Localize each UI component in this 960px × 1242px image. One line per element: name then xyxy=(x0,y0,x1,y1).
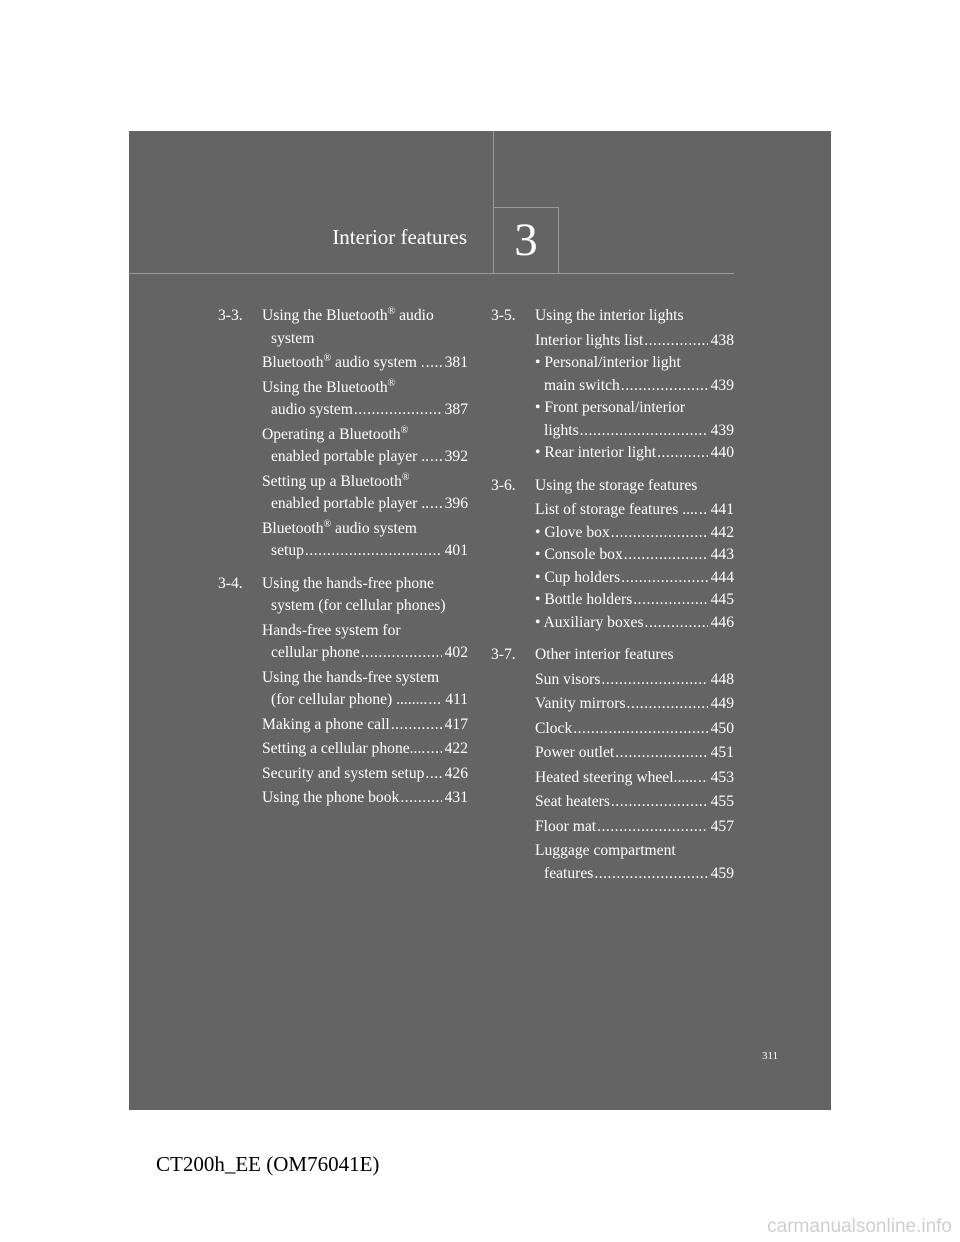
section-title: Using the Bluetooth® audio xyxy=(262,305,434,324)
toc-entry xyxy=(262,787,468,810)
section-title: Using the storage features xyxy=(535,476,698,494)
entry-title: • Front personal/interior xyxy=(535,399,686,416)
toc-entry xyxy=(535,544,734,567)
entry-page-number: 439 xyxy=(710,376,734,394)
entry-row xyxy=(535,742,734,765)
dot-leader xyxy=(594,863,707,886)
entry-title: • Rear interior light xyxy=(535,444,657,461)
section-title-continued: system (for cellular phones) xyxy=(271,597,446,614)
entry-title-continued: setup xyxy=(271,542,304,559)
toc-entry xyxy=(262,667,468,712)
entry-row xyxy=(535,442,734,465)
entry-title: Clock xyxy=(535,719,573,737)
section-title-continued: system xyxy=(271,329,315,347)
dot-leader xyxy=(426,738,441,761)
entry-row xyxy=(262,689,468,712)
chapter-number: 3 xyxy=(514,214,538,266)
dot-leader xyxy=(615,742,707,765)
entry-page-number: 422 xyxy=(444,740,468,757)
entry-row xyxy=(535,544,734,567)
entry-title: • Console box xyxy=(535,546,623,563)
entry-row xyxy=(535,522,734,545)
toc-entry xyxy=(262,738,468,761)
section-title: Other interior features xyxy=(535,646,674,663)
entry-page-number: 459 xyxy=(710,864,734,882)
toc-entry xyxy=(262,763,468,786)
entry-page-number: 426 xyxy=(444,764,468,782)
entry-row xyxy=(535,330,734,353)
entry-title: • Personal/interior light xyxy=(535,354,681,371)
toc-entry xyxy=(535,397,734,442)
entry-title: Sun visors xyxy=(535,670,601,688)
entry-title: Heated steering wheel...... xyxy=(535,768,697,786)
entry-page-number: 455 xyxy=(710,793,734,810)
entry-page-number: 431 xyxy=(444,789,468,806)
toc-entry xyxy=(535,767,734,790)
entry-title: Security and system setup xyxy=(262,764,425,782)
toc-entry xyxy=(262,377,468,422)
dot-leader xyxy=(573,718,707,741)
toc-entry xyxy=(535,742,734,765)
entry-page-number: 401 xyxy=(444,542,468,559)
dot-leader xyxy=(624,544,708,567)
toc-section xyxy=(491,475,734,635)
entry-row xyxy=(535,767,734,790)
entry-row xyxy=(262,352,468,375)
toc-section xyxy=(491,644,734,885)
toc-entry xyxy=(535,612,734,635)
entry-row xyxy=(262,714,468,737)
dot-leader xyxy=(645,612,708,635)
entry-title: • Cup holders xyxy=(535,568,621,586)
entry-page-number: 402 xyxy=(444,644,468,661)
entry-row xyxy=(262,642,468,665)
toc-entry xyxy=(262,471,468,516)
entry-row xyxy=(262,446,468,469)
entry-page-number: 396 xyxy=(444,495,468,512)
toc-entry xyxy=(262,424,468,469)
toc-entry xyxy=(262,620,468,665)
entry-title: Vanity mirrors xyxy=(535,695,626,712)
dot-leader xyxy=(657,442,708,465)
entry-page-number: 449 xyxy=(710,695,734,712)
dot-leader xyxy=(621,567,707,590)
dot-leader xyxy=(425,763,441,786)
entry-row xyxy=(262,399,468,422)
entry-row xyxy=(535,589,734,612)
entry-title: List of storage features .... xyxy=(535,501,698,518)
dot-leader xyxy=(361,642,442,665)
entry-title: • Glove box xyxy=(535,523,610,541)
entry-row xyxy=(535,816,734,839)
toc-entry xyxy=(262,714,468,737)
entry-page-number: 411 xyxy=(445,691,468,708)
toc-entry xyxy=(262,352,468,375)
entry-title-continued: features xyxy=(544,864,594,882)
entry-title-continued: lights xyxy=(544,421,579,439)
entry-row xyxy=(535,612,734,635)
entry-title: Bluetooth® audio system . xyxy=(262,352,425,371)
section-number: 3-5. xyxy=(491,307,516,324)
entry-row xyxy=(535,718,734,741)
toc-left-column xyxy=(218,305,468,810)
entry-page-number: 392 xyxy=(444,448,468,465)
toc-section xyxy=(218,573,468,810)
entry-title-continued: cellular phone xyxy=(271,644,360,661)
entry-title: Bluetooth® audio system xyxy=(262,518,417,537)
dot-leader xyxy=(426,352,442,375)
section-number: 3-4. xyxy=(218,574,243,592)
dot-leader xyxy=(428,689,442,712)
entry-page-number: 451 xyxy=(710,744,734,761)
entry-title: Luggage compartment xyxy=(535,842,676,859)
entry-row xyxy=(535,693,734,716)
entry-title: Hands-free system for xyxy=(262,621,401,639)
entry-page-number: 445 xyxy=(710,591,734,608)
dot-leader xyxy=(699,499,708,522)
toc-section xyxy=(491,305,734,465)
toc-entry xyxy=(535,693,734,716)
entry-title-continued: enabled portable player .. xyxy=(271,495,430,512)
dot-leader xyxy=(305,540,442,563)
entry-row xyxy=(535,669,734,692)
entry-row xyxy=(262,787,468,810)
entry-title-continued: enabled portable player .. xyxy=(271,448,430,465)
dot-leader xyxy=(400,787,441,810)
entry-title: Operating a Bluetooth® xyxy=(262,424,409,443)
toc-entry xyxy=(535,718,734,741)
header-vertical-rule xyxy=(493,131,494,207)
entry-title: Setting up a Bluetooth® xyxy=(262,471,410,490)
entry-title: Power outlet xyxy=(535,744,615,761)
section-title: Using the hands-free phone xyxy=(262,574,434,592)
entry-page-number: 440 xyxy=(710,444,734,461)
entry-page-number: 381 xyxy=(444,354,468,371)
entry-page-number: 448 xyxy=(710,670,734,688)
entry-page-number: 442 xyxy=(710,523,734,541)
dot-leader xyxy=(430,493,442,516)
toc-section xyxy=(218,305,468,563)
entry-page-number: 443 xyxy=(710,546,734,563)
entry-page-number: 450 xyxy=(710,719,734,737)
entry-row xyxy=(535,499,734,522)
dot-leader xyxy=(601,669,707,692)
entry-title: Setting a cellular phone.... xyxy=(262,740,426,757)
entry-row xyxy=(262,738,468,761)
dot-leader xyxy=(644,330,707,353)
section-number: 3-6. xyxy=(491,476,516,494)
entry-title: • Bottle holders xyxy=(535,591,633,608)
entry-row xyxy=(535,375,734,398)
page-number: 311 xyxy=(762,1050,779,1062)
header-rule xyxy=(129,273,734,274)
chapter-title: Interior features xyxy=(332,225,467,249)
entry-page-number: 439 xyxy=(710,421,734,439)
entry-title-continued: main switch xyxy=(544,376,620,394)
dot-leader xyxy=(627,693,708,716)
dot-leader xyxy=(611,522,708,545)
entry-title: Making a phone call xyxy=(262,715,390,733)
toc-entry xyxy=(535,791,734,814)
entry-row xyxy=(262,540,468,563)
entry-title: Floor mat xyxy=(535,817,597,835)
toc-entry xyxy=(535,442,734,465)
entry-title-continued: (for cellular phone) ........ xyxy=(271,691,428,708)
chapter-number-box xyxy=(493,207,559,273)
entry-title: Using the hands-free system xyxy=(262,668,440,686)
dot-leader xyxy=(633,589,707,612)
toc-entry xyxy=(535,840,734,885)
entry-page-number: 417 xyxy=(444,715,468,733)
entry-title: Seat heaters xyxy=(535,793,610,810)
document-footer: CT200h_EE (OM76041E) xyxy=(156,1152,380,1176)
dot-leader xyxy=(621,375,708,398)
entry-title: • Auxiliary boxes xyxy=(535,613,644,631)
toc-entry xyxy=(535,589,734,612)
toc-entry xyxy=(535,669,734,692)
dot-leader xyxy=(698,767,708,790)
entry-row xyxy=(535,567,734,590)
dot-leader xyxy=(597,816,708,839)
dot-leader xyxy=(430,446,442,469)
entry-row xyxy=(535,791,734,814)
entry-page-number: 446 xyxy=(710,613,734,631)
entry-title-continued: audio system xyxy=(271,401,353,418)
toc-entry xyxy=(535,499,734,522)
toc-entry xyxy=(262,518,468,563)
dot-leader xyxy=(611,791,708,814)
entry-page-number: 453 xyxy=(710,768,734,786)
entry-title: Interior lights list xyxy=(535,331,644,349)
section-number: 3-7. xyxy=(491,646,516,663)
section-title: Using the interior lights xyxy=(535,307,684,324)
dot-leader xyxy=(580,420,708,443)
entry-row xyxy=(535,863,734,886)
dot-leader xyxy=(354,399,442,422)
dot-leader xyxy=(391,714,442,737)
entry-page-number: 457 xyxy=(710,817,734,835)
entry-title: Using the Bluetooth® xyxy=(262,377,396,396)
entry-row xyxy=(262,493,468,516)
section-number: 3-3. xyxy=(218,307,243,324)
toc-entry xyxy=(535,816,734,839)
entry-row xyxy=(535,420,734,443)
entry-page-number: 438 xyxy=(710,331,734,349)
entry-page-number: 387 xyxy=(444,401,468,418)
toc-entry xyxy=(535,330,734,353)
entry-page-number: 441 xyxy=(710,501,734,518)
toc-entry xyxy=(535,522,734,545)
entry-row xyxy=(262,763,468,786)
toc-right-column xyxy=(491,305,734,885)
toc-entry xyxy=(535,352,734,397)
watermark: carmanualsonline.info xyxy=(767,1216,952,1237)
entry-page-number: 444 xyxy=(710,568,734,586)
toc-entry xyxy=(535,567,734,590)
entry-title: Using the phone book xyxy=(262,789,400,806)
